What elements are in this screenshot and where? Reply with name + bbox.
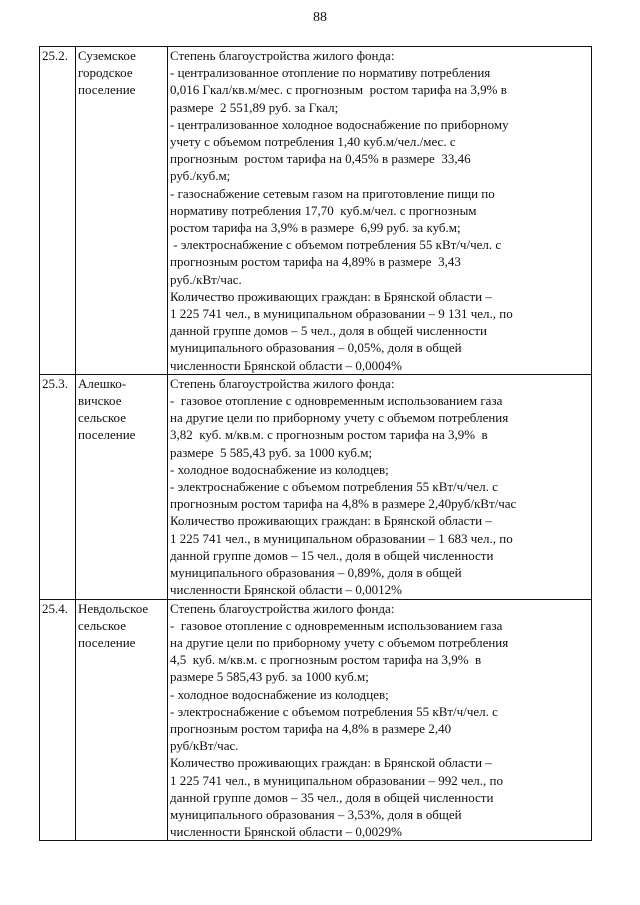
description-line: - холодное водоснабжение из колодцев; [170,461,389,477]
description-line: прогнозным ростом тарифа на 0,45% в размере 33,46 [170,151,471,167]
description-line: на другие цели по приборному учету с объемом потребления [170,410,509,426]
description-line: руб/кВт/час. [170,738,239,754]
description-line: учету с объемом потребления 1,40 куб.м/чел./мес. с [170,134,456,150]
description-line: 4,5 куб. м/кв.м. с прогнозным ростом тарифа на 3,9% в [170,652,482,668]
description-line: муниципального образования – 0,89%, доля в общей [170,565,462,581]
description-line: 1 225 741 чел., в муниципальном образовании – 1 683 чел., по [170,530,513,546]
settlement-name-line: Невдольское [78,600,149,616]
description-line: ростом тарифа на 3,9% в размере 6,99 руб. за куб.м; [170,220,461,236]
settlement-name-cell [76,599,168,841]
description-line: - централизованное отопление по нормативу потребления [170,65,491,81]
description-line: Количество проживающих граждан: в Брянской области – [170,755,492,771]
row-number: 25.4. [42,600,68,616]
description-line: Степень благоустройства жилого фонда: [170,375,395,391]
description-line: данной группе домов – 35 чел., доля в общей численности [170,789,494,805]
settlement-name-cell [76,47,168,375]
settlement-name-line: Алешко- [78,375,127,391]
settlement-name-line: Суземское [78,48,136,63]
table-row [40,47,592,375]
description-line: 1 225 741 чел., в муниципальном образовании – 9 131 чел., по [170,306,513,322]
row-number: 25.2. [42,48,68,63]
description-line: данной группе домов – 15 чел., доля в общей численности [170,547,494,563]
description-line: прогнозным ростом тарифа на 4,8% в размере 2,40 [170,720,452,736]
description-line: - электроснабжение с объемом потребления 55 кВт/ч/чел. с [170,237,502,253]
description-line: Количество проживающих граждан: в Брянской области – [170,513,492,529]
description-line: прогнозным ростом тарифа на 4,8% в размере 2,40руб/кВт/час [170,496,517,512]
description-line: размере 5 585,43 руб. за 1000 куб.м; [170,444,373,460]
description-line: - газоснабжение сетевым газом на приготовление пищи по [170,185,495,201]
description-line: муниципального образования – 0,05%, доля в общей [170,340,462,356]
description-line: размере 2 551,89 руб. за Гкал; [170,99,339,115]
table-row [40,374,592,599]
settlement-name-line: сельское [78,410,126,426]
description-line: Количество проживающих граждан: в Брянской области – [170,288,492,304]
settlement-name-line: поселение [78,82,136,98]
description-line: данной группе домов – 5 чел., доля в общей численности [170,323,487,339]
row-number-cell [40,47,76,375]
description-line: - холодное водоснабжение из колодцев; [170,686,389,702]
description-line: - газовое отопление с одновременным использованием газа [170,393,503,409]
description-line: 1 225 741 чел., в муниципальном образовании – 992 чел., по [170,772,503,788]
description-line: численности Брянской области – 0,0012% [170,582,402,598]
settlement-name-line: поселение [78,427,136,443]
description-line: численности Брянской области – 0,0004% [170,357,402,373]
description-line: нормативу потребления 17,70 куб.м/чел. с прогнозным [170,202,477,218]
settlement-name-line: городское [78,65,133,81]
description-line: размере 5 585,43 руб. за 1000 куб.м; [170,669,369,685]
description-line: Степень благоустройства жилого фонда: [170,600,395,616]
description-line: руб./кВт/час. [170,271,242,287]
settlement-name-line: поселение [78,634,136,650]
description-line: руб./куб.м; [170,168,231,184]
settlement-name-line: вичское [78,393,122,409]
description-line: 3,82 куб. м/кв.м. с прогнозным ростом тарифа на 3,9% в [170,427,488,443]
description-line: - электроснабжение с объемом потребления 55 кВт/ч/чел. с [170,479,498,495]
description-line: Степень благоустройства жилого фонда: [170,48,395,63]
description-cell [168,599,592,841]
description-line: - газовое отопление с одновременным использованием газа [170,617,503,633]
row-number-cell [40,374,76,599]
description-line: - электроснабжение с объемом потребления 55 кВт/ч/чел. с [170,703,498,719]
settlement-name-line: сельское [78,617,126,633]
description-line: муниципального образования – 3,53%, доля в общей [170,806,462,822]
description-cell [168,374,592,599]
table-row [40,599,592,841]
page-number: 88 [313,10,327,25]
row-number-cell [40,599,76,841]
description-line: прогнозным ростом тарифа на 4,89% в размере 3,43 [170,254,461,270]
description-line: на другие цели по приборному учету с объемом потребления [170,634,509,650]
description-line: численности Брянской области – 0,0029% [170,824,402,840]
table-body [40,47,592,841]
description-line: - централизованное холодное водоснабжение по приборному [170,116,509,132]
settlement-name-cell [76,374,168,599]
row-number: 25.3. [42,375,68,391]
settlements-table [39,46,592,841]
description-cell [168,47,592,375]
description-line: 0,016 Гкал/кв.м/мес. с прогнозным ростом тарифа на 3,9% в [170,82,507,98]
